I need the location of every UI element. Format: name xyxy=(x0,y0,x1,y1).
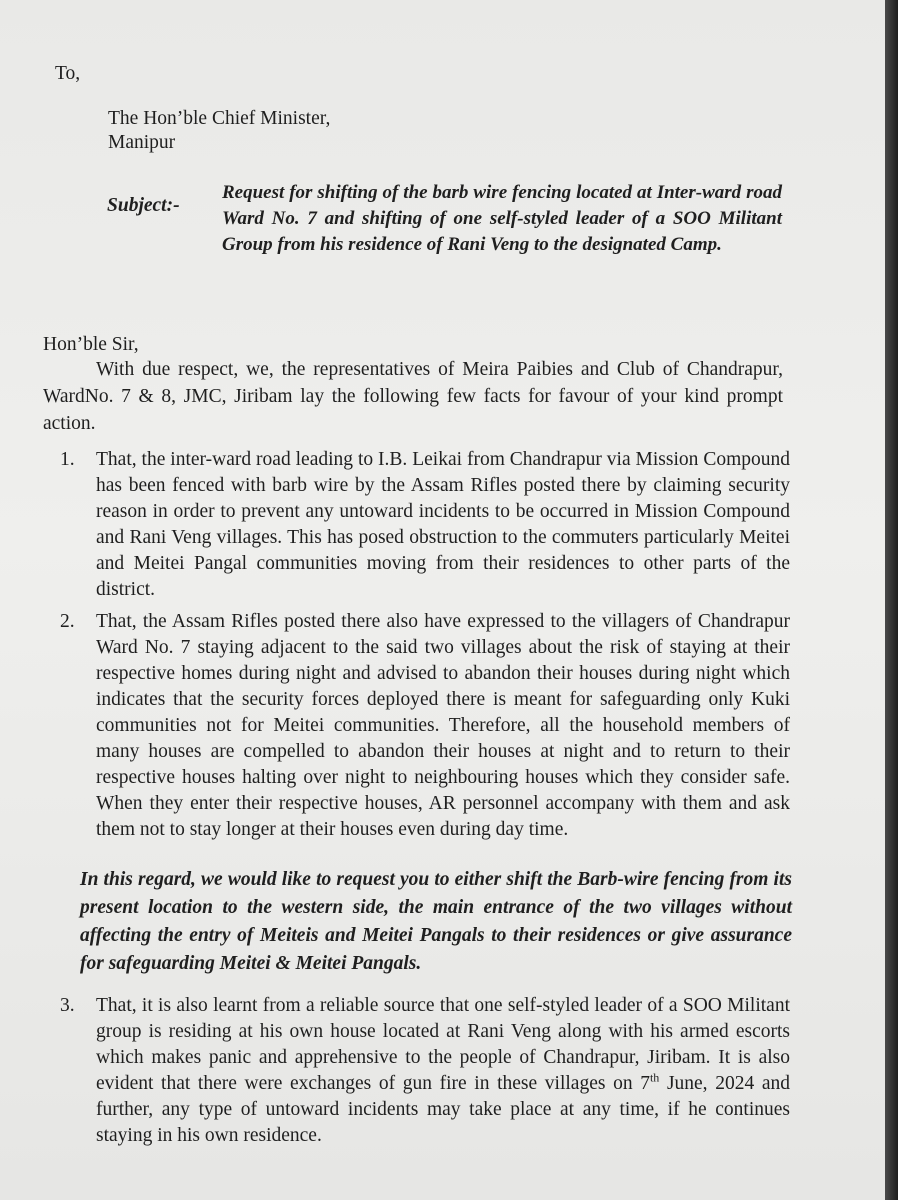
to-line: To, xyxy=(55,63,81,84)
point-text xyxy=(96,993,790,1149)
request-paragraph: In this regard, we would like to request you to either shift the Barb-wire fencing from its present location to the western side, the main entrance of the two villages without affecting the entry of Meiteis and Meitei Pangals to their residences or give assurance for safeguarding Meitei & Meitei Pangals. xyxy=(80,869,792,974)
point-text-before-date: That, it is also learnt from a reliable source that one self-styled leader of a SOO Militant group is residing at his own house located at Rani Veng along with his armed escorts which makes panic and apprehensive to the people of Chandrapur, Jiribam. It is also evident that there were exchanges of gun fire in these villages on 7 xyxy=(96,995,790,1094)
recipient-state: Manipur xyxy=(108,132,176,153)
recipient-title: The Hon’ble Chief Minister, xyxy=(108,108,331,129)
point-number: 1. xyxy=(60,449,75,470)
date-superscript: th xyxy=(649,1070,660,1085)
subject-text: Request for shifting of the barb wire fencing located at Inter-ward road Ward No. 7 and shifting of one self-styled leader of a SOO Militant Group from his residence of Rani Veng to the designated Camp. xyxy=(222,182,782,255)
intro-paragraph: With due respect, we, the representatives of Meira Paibies and Club of Chandrapur, WardNo. 7 & 8, JMC, Jiribam lay the following few facts for favour of your kind prompt action. xyxy=(43,359,783,434)
photo-dark-edge xyxy=(885,0,898,1200)
point-2 xyxy=(60,609,790,843)
point-3 xyxy=(60,993,790,1149)
point-number: 2. xyxy=(60,611,75,632)
point-text: That, the inter-ward road leading to I.B. Leikai from Chandrapur via Mission Compound has been fenced with barb wire by the Assam Rifles posted there by claiming security reason in order to prevent any untoward incidents to be occurred in Mission Compound and Rani Veng villages. This has posed obstruction to the commuters particularly Meitei and Meitei Pangal communities moving from their residences to other parts of the district. xyxy=(96,449,790,600)
subject-label: Subject:- xyxy=(107,195,180,216)
point-text-after-date: June, 2024 and further, any type of untoward incidents may take place at any time, if he continues staying in his own residence. xyxy=(96,1073,790,1146)
point-number: 3. xyxy=(60,995,75,1016)
point-text: That, the Assam Rifles posted there also have expressed to the villagers of Chandrapur Ward No. 7 staying adjacent to the said two villages about the risk of staying at their respective homes during night and advised to abandon their houses during night which indicates that the security forces deployed there is meant for safeguarding only Kuki communities not for Meitei communities. Therefore, all the household members of many houses are compelled to abandon their houses at night and to return to their respective houses halting over night to neighbouring houses which they consider safe. When they enter their respective houses, AR personnel accompany with them and ask them not to stay longer at their houses even during day time. xyxy=(96,611,790,840)
salutation: Hon’ble Sir, xyxy=(43,334,139,355)
point-1 xyxy=(60,447,790,603)
